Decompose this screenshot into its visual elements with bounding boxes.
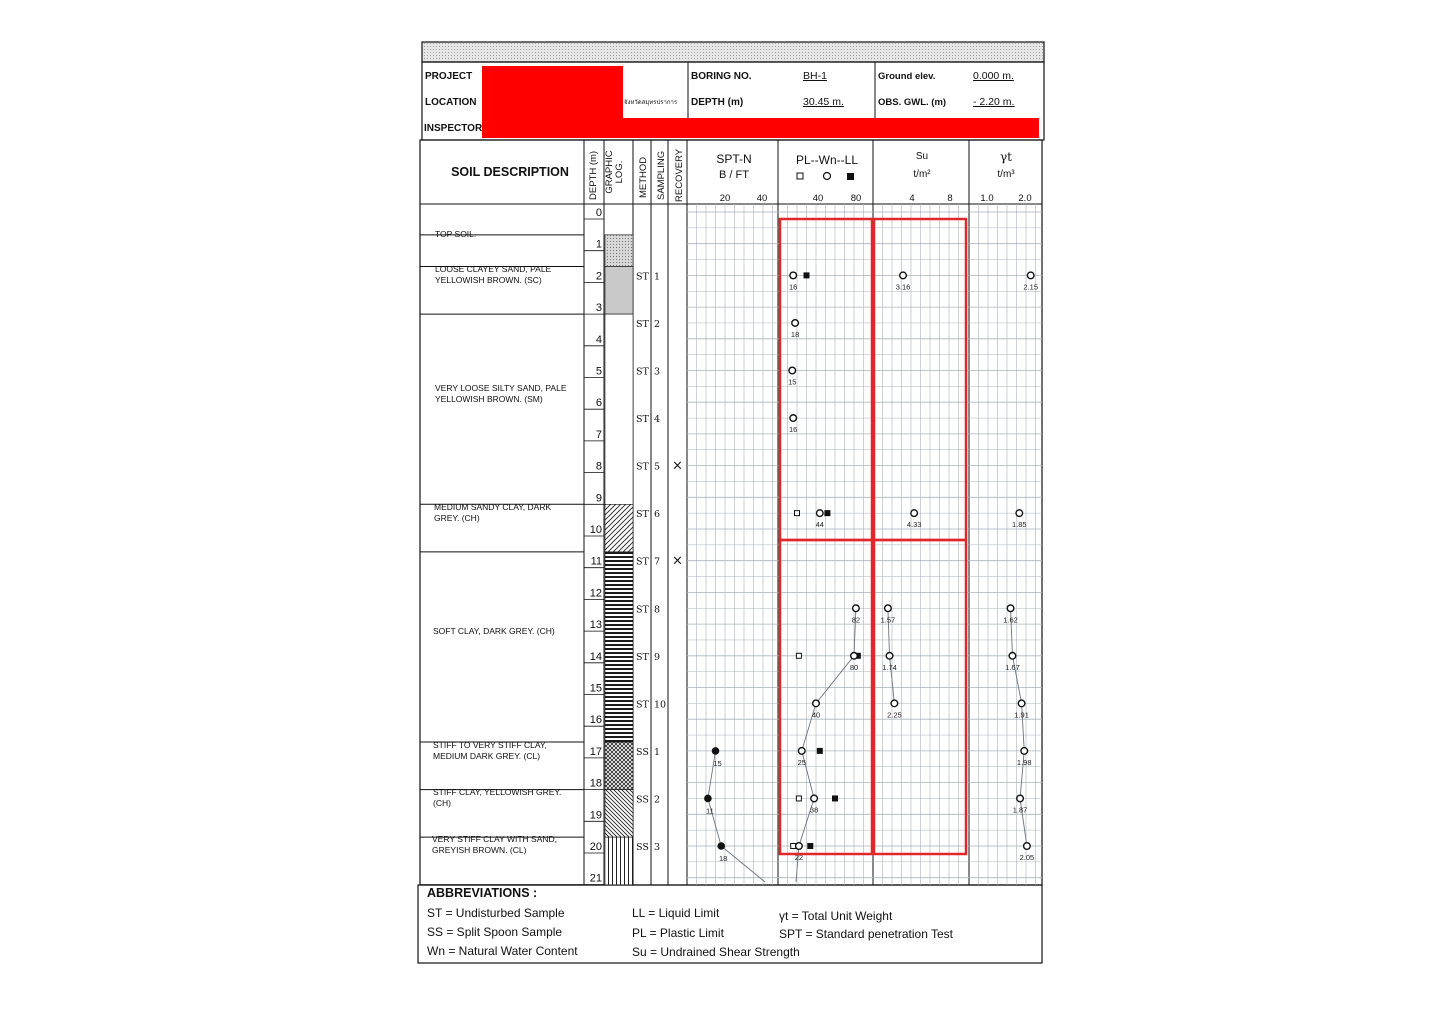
wn-point <box>813 700 820 707</box>
wn-label: 16 <box>789 425 798 435</box>
gamma-label: 1.87 <box>1012 805 1028 815</box>
su-tick-4: 4 <box>909 193 915 204</box>
method-heading: METHOD <box>638 156 649 198</box>
su-label: 2.25 <box>887 710 902 720</box>
wn-point <box>853 605 860 612</box>
depth-number: 5 <box>595 365 602 378</box>
ll-point <box>817 748 823 754</box>
wn-point <box>789 367 796 374</box>
gamma-tick-2: 2.0 <box>1018 193 1032 204</box>
gamma-label: 2.15 <box>1023 282 1039 292</box>
depth-number: 19 <box>589 809 602 822</box>
highlight-boxes <box>780 219 966 854</box>
gamma-point <box>1018 700 1025 707</box>
depth-number: 1 <box>595 238 602 251</box>
graphic-log-diag <box>605 504 633 552</box>
wn-label: 40 <box>811 710 821 720</box>
depth-number: 10 <box>589 524 602 536</box>
gamma-point <box>1016 510 1023 517</box>
recovery-mark: × <box>672 458 683 474</box>
sample-number: 2 <box>654 794 661 806</box>
sample-number: 7 <box>654 556 661 568</box>
sample-method: ST <box>636 271 649 283</box>
pl-point <box>795 511 800 516</box>
abbr-st: ST = Undisturbed Sample <box>427 906 565 920</box>
sample-number: 4 <box>654 414 661 426</box>
ll-point <box>804 272 810 278</box>
gamma-point <box>1027 272 1034 279</box>
graphic-log-grey <box>605 267 633 315</box>
layer-4-description: MEDIUM SANDY CLAY, DARK GREY. (CH) <box>434 502 552 523</box>
wn-label: 18 <box>790 329 800 339</box>
su-label: 3.16 <box>895 282 911 292</box>
gamma-heading: γt <box>1000 150 1012 164</box>
sample-number: 3 <box>654 842 661 853</box>
sample-method: ST <box>636 509 649 521</box>
recovery-heading: RECOVERY <box>674 148 685 202</box>
gamma-label: 1.62 <box>1003 615 1018 625</box>
depth-value: 30.45 m. <box>803 96 844 108</box>
ground-elev-value: 0.000 m. <box>973 70 1014 82</box>
spt-heading: SPT-N <box>716 152 752 166</box>
layer-3-description: VERY LOOSE SILTY SAND, PALE YELLOWISH BROWN. (SM) <box>435 383 567 404</box>
wn-label: 22 <box>794 853 804 862</box>
sample-method: ST <box>636 604 649 616</box>
wn-label: 80 <box>849 662 859 672</box>
gamma-point <box>1024 843 1031 850</box>
su-point <box>886 653 893 660</box>
pl-tick-80: 80 <box>850 193 862 204</box>
wn-point <box>790 272 797 279</box>
wn-line <box>796 608 859 882</box>
pl-heading: PL--Wn--LL <box>795 153 858 167</box>
sample-number: 1 <box>654 746 661 758</box>
wn-point <box>790 415 797 422</box>
depth-number: 18 <box>589 777 602 790</box>
wn-point <box>792 320 799 327</box>
sample-number: 6 <box>654 509 661 521</box>
wn-point <box>798 748 805 755</box>
project-label: PROJECT <box>425 71 473 82</box>
depth-label: DEPTH (m) <box>691 97 744 108</box>
depth-number: 0 <box>595 207 602 219</box>
spt-label: 11 <box>706 806 714 816</box>
abbreviations-title: ABBREVIATIONS : <box>427 886 538 900</box>
su-heading: Su <box>915 151 929 162</box>
layer-1-description: TOP SOIL. <box>435 229 477 239</box>
spt-label: 18 <box>719 854 728 863</box>
wn-label: 16 <box>789 282 798 292</box>
abbr-ss: SS = Split Spoon Sample <box>427 925 563 939</box>
depth-number: 12 <box>589 587 602 600</box>
depth-number: 8 <box>595 460 602 473</box>
graphic-log-horiz <box>605 552 633 742</box>
wn-legend-circle <box>824 173 831 180</box>
layer-2-description: LOOSE CLAYEY SAND, PALE YELLOWISH BROWN. (SC) <box>435 264 552 285</box>
layer-7-description: STIFF CLAY, YELLOWISH GREY. (CH) <box>433 787 562 808</box>
wn-label: 15 <box>788 377 797 387</box>
spt-point <box>712 747 720 755</box>
sample-method: ST <box>636 366 649 378</box>
gamma-label: 1.98 <box>1016 757 1032 767</box>
depth-number: 2 <box>595 270 602 283</box>
header-frame <box>422 62 1044 140</box>
depth-number: 20 <box>589 841 602 853</box>
gamma-label: 2.05 <box>1019 853 1035 862</box>
wn-point <box>851 653 858 660</box>
graphic-log-diag2 <box>605 790 633 838</box>
ll-legend-square <box>847 173 854 180</box>
depth-heading: DEPTH (m) <box>588 150 599 200</box>
location-note: จังหวัดสมุทรปราการ <box>624 100 678 106</box>
graphic-log-vert <box>605 837 633 885</box>
depth-number: 6 <box>595 397 602 410</box>
layer-8-description: VERY STIFF CLAY WITH SAND, GREYISH BROWN. (CL) <box>432 834 558 855</box>
su-unit: t/m² <box>913 169 931 180</box>
soil-description-heading: SOIL DESCRIPTION <box>451 165 569 179</box>
sample-method: SS <box>636 746 649 758</box>
depth-number: 9 <box>595 492 602 505</box>
abbr-gamma: γt = Total Unit Weight <box>779 909 893 923</box>
layer-6-description: STIFF TO VERY STIFF CLAY, MEDIUM DARK GREY. (CL) <box>433 740 547 761</box>
highlight-su-lower <box>874 540 966 854</box>
sample-method: ST <box>636 318 649 330</box>
sample-method: ST <box>636 461 649 473</box>
su-label: 1.57 <box>880 615 896 625</box>
abbreviation-frame <box>418 885 1042 963</box>
gamma-label: 1.67 <box>1005 662 1020 672</box>
gamma-label: 1.85 <box>1011 520 1027 530</box>
su-tick-8: 8 <box>947 193 953 204</box>
abbr-ll: LL = Liquid Limit <box>632 906 720 920</box>
wn-label: 44 <box>815 520 824 530</box>
wn-point <box>817 510 824 517</box>
ll-point <box>807 843 813 849</box>
boring-no-value: BH-1 <box>803 70 827 82</box>
graphic-log-heading: GRAPHIC LOG. <box>604 150 625 194</box>
location-label: LOCATION <box>425 97 477 108</box>
abbr-spt: SPT = Standard penetration Test <box>779 927 954 941</box>
spt-tick-40: 40 <box>756 193 768 204</box>
ll-point <box>824 510 830 516</box>
sample-number: 9 <box>654 651 661 663</box>
sample-number: 1 <box>654 271 661 283</box>
title-band <box>422 42 1044 62</box>
graphic-log-crossdiag <box>605 742 633 790</box>
sample-method: SS <box>636 842 649 853</box>
su-label: 4.33 <box>906 520 922 530</box>
ll-point <box>832 795 838 801</box>
spt-tick-20: 20 <box>719 193 731 204</box>
pl-point <box>796 796 801 801</box>
boring-no-label: BORING NO. <box>691 71 752 82</box>
sample-number: 10 <box>654 699 667 711</box>
spt-point <box>717 842 725 850</box>
wn-label: 38 <box>809 805 819 815</box>
gamma-unit: t/m³ <box>997 169 1015 180</box>
su-point <box>900 272 907 279</box>
chart-grid <box>687 204 1042 885</box>
depth-number: 17 <box>589 745 602 758</box>
sample-method: ST <box>636 699 649 711</box>
ground-elev-label: Ground elev. <box>878 71 936 82</box>
gamma-point <box>1017 795 1024 802</box>
sample-number: 3 <box>654 366 661 378</box>
abbr-pl: PL = Plastic Limit <box>632 926 724 940</box>
depth-number: 11 <box>590 555 602 568</box>
depth-number: 7 <box>595 428 602 441</box>
gamma-point <box>1007 605 1014 612</box>
pl-legend-square <box>797 173 803 179</box>
depth-number: 14 <box>589 650 602 663</box>
obs-gwl-label: OBS. GWL. (m) <box>878 97 947 108</box>
highlight-pl-lower <box>780 540 872 854</box>
sampling-heading: SAMPLING <box>656 150 667 200</box>
wn-point <box>796 843 803 850</box>
spt-label: 15 <box>713 758 722 768</box>
sample-method: ST <box>636 651 649 663</box>
graphic-log-dots <box>605 235 633 267</box>
depth-number: 13 <box>589 619 602 632</box>
su-point <box>885 605 892 612</box>
su-point <box>891 700 898 707</box>
wn-label: 25 <box>797 757 806 767</box>
pl-point <box>796 653 801 658</box>
sample-column <box>636 271 683 853</box>
abbr-wn: Wn = Natural Water Content <box>427 944 578 958</box>
pl-tick-40: 40 <box>812 193 824 204</box>
sample-number: 2 <box>654 318 661 330</box>
gamma-label: 1.91 <box>1014 710 1029 720</box>
su-point <box>911 510 918 517</box>
depth-rows <box>584 207 604 885</box>
sample-method: ST <box>636 414 649 426</box>
layer-5-description: SOFT CLAY, DARK GREY. (CH) <box>433 626 555 636</box>
sample-number: 8 <box>654 604 661 616</box>
graphic-log-blank <box>605 314 633 504</box>
wn-label: 82 <box>851 615 861 625</box>
highlight-su-upper <box>874 219 966 540</box>
depth-number: 16 <box>589 714 602 727</box>
sample-number: 5 <box>654 461 661 473</box>
spt-point <box>704 795 712 803</box>
depth-number: 3 <box>595 302 602 315</box>
gamma-point <box>1009 653 1016 660</box>
depth-number: 15 <box>589 682 602 695</box>
sample-method: SS <box>636 794 649 806</box>
gamma-point <box>1021 748 1028 755</box>
gamma-tick-1: 1.0 <box>980 193 994 204</box>
inspector-label: INSPECTOR <box>424 123 483 134</box>
obs-gwl-value: - 2.20 m. <box>973 96 1015 108</box>
sample-method: ST <box>636 556 649 568</box>
depth-number: 4 <box>595 333 602 346</box>
recovery-mark: × <box>672 553 683 569</box>
su-label: 1.74 <box>882 662 897 672</box>
abbr-su: Su = Undrained Shear Strength <box>632 945 800 959</box>
spt-unit: B / FT <box>719 169 749 181</box>
depth-number: 21 <box>589 872 602 885</box>
wn-point <box>811 795 818 802</box>
spt-line <box>708 751 765 882</box>
